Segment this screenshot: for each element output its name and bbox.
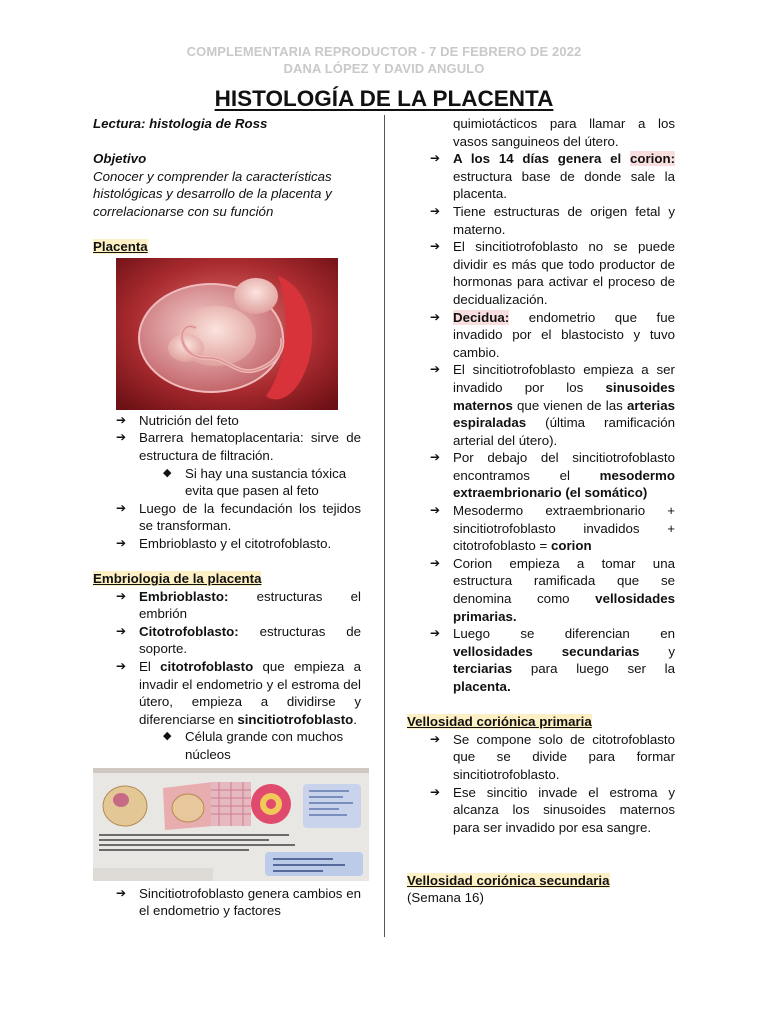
secondary-villus-heading: Vellosidad coriónica secundaria: [407, 872, 610, 888]
arrow-icon: ➔: [116, 500, 127, 515]
page-title: HISTOLOGÍA DE LA PLACENTA: [214, 86, 554, 111]
list-item: ➔ Luego se diferencian en vellosidades secundarias y terciarias para luego ser la placenta.: [430, 626, 675, 694]
list-item: ➔ Mesodermo extraembrionario + sincitiotrofoblasto invadidos + citotrofoblasto = corion: [430, 503, 675, 554]
arrow-icon: ➔: [116, 535, 127, 550]
list-item: ◆ Célula grande con muchos núcleos: [163, 729, 344, 763]
arrow-icon: ➔: [430, 626, 441, 641]
right-column: [407, 115, 675, 907]
list-item: ➔ Tiene estructuras de origen fetal y materno.: [430, 203, 675, 237]
diamond-icon: ◆: [163, 466, 172, 479]
arrow-icon: ➔: [430, 239, 441, 254]
header-authors-line: DANA LÓPEZ Y DAVID ANGULO: [283, 60, 485, 76]
list-item: ➔ El sincitiotrofoblasto empieza a ser invadido por los sinusoides maternos que vienen de las arterias espiraladas (última ramificación arterial del útero).: [430, 362, 675, 448]
list-item: ➔ Corion empieza a tomar una estructura ramificada que se denomina como vellosidades primarias.: [430, 555, 675, 624]
arrow-icon: ➔: [430, 555, 441, 570]
arrow-icon: ➔: [116, 412, 127, 427]
placenta-list: [93, 412, 361, 553]
objective-text: Conocer y comprender la características histológicas y desarrollo de la placenta y correlacionarse con su función: [93, 168, 332, 219]
arrow-icon: ➔: [430, 450, 441, 465]
list-item: ◆ Si hay una sustancia tóxica evita que pasen al feto: [163, 465, 347, 499]
list-item: ➔ Nutrición del feto: [116, 412, 239, 428]
list-item: ➔ Citotrofoblasto: estructuras de soporte.: [116, 623, 361, 657]
objective-label: Objetivo: [93, 151, 147, 167]
arrow-icon: ➔: [116, 430, 127, 445]
list-item: ➔ Embrioblasto: estructuras el embrión: [116, 588, 361, 622]
primary-villus-heading: Vellosidad coriónica primaria: [407, 714, 592, 730]
header-course-line: COMPLEMENTARIA REPRODUCTOR - 7 DE FEBRERO DE 2022: [186, 44, 582, 59]
list-item: ➔ A los 14 días genera el corion: estructura base de donde sale la placenta.: [430, 151, 675, 202]
embryology-list-right: [407, 115, 675, 696]
diamond-icon: ◆: [163, 730, 172, 743]
embryology-list-continued: [93, 885, 361, 920]
placenta-heading: Placenta: [93, 239, 148, 255]
list-item: ➔ El sincitiotrofoblasto no se puede dividir es más que todo productor de hormonas para activar el proceso de decidualización.: [430, 239, 675, 307]
reading-reference: Lectura: histologia de Ross: [93, 116, 268, 131]
arrow-icon: ➔: [430, 362, 441, 377]
arrow-icon: ➔: [430, 731, 441, 746]
histology-diagram-image: [93, 768, 369, 881]
arrow-icon: ➔: [430, 309, 441, 324]
arrow-icon: ➔: [116, 885, 127, 900]
primary-villus-list: [407, 731, 675, 837]
arrow-icon: ➔: [430, 203, 441, 218]
document-header: [0, 44, 768, 77]
list-item: ➔ Se compone solo de citotrofoblasto que se divide para formar sincitiotrofoblasto.: [430, 731, 675, 782]
embryology-list: [93, 588, 361, 764]
fetus-placenta-image: [116, 258, 338, 410]
arrow-icon: ➔: [430, 503, 441, 518]
embryology-heading: Embriologia de la placenta: [93, 571, 262, 587]
arrow-icon: ➔: [430, 151, 441, 166]
list-item: ➔ Decidua: endometrio que fue invadido por el blastocisto y tuvo cambio.: [430, 309, 675, 360]
arrow-icon: ➔: [116, 588, 127, 603]
list-item: ➔ El citotrofoblasto que empieza a invadir el endometrio y el estroma del útero, empieza a dividirse y diferenciarse en sincitiotrofoblasto.: [116, 659, 361, 727]
list-item-continuation: quimiotácticos para llamar a los vasos sanguineos del útero.: [453, 116, 675, 149]
left-column: [93, 115, 361, 920]
arrow-icon: ➔: [430, 784, 441, 799]
list-item: ➔ Luego de la fecundación los tejidos se transforman.: [116, 500, 361, 534]
secondary-villus-week: (Semana 16): [407, 890, 484, 906]
list-item: ➔ Sincitiotrofoblasto genera cambios en el endometrio y factores: [116, 885, 361, 919]
list-item: ➔ Barrera hematoplacentaria: sirve de estructura de filtración.: [116, 430, 361, 463]
list-item: ➔ Ese sincitio invade el estroma y alcanza los sinusoides maternos para ser invadido por esa sangre.: [430, 784, 675, 835]
arrow-icon: ➔: [116, 623, 127, 638]
arrow-icon: ➔: [116, 659, 127, 674]
column-divider: [384, 115, 385, 937]
list-item: ➔ Embrioblasto y el citotrofoblasto.: [116, 535, 332, 551]
list-item: ➔ Por debajo del sincitiotrofoblasto encontramos el mesodermo extraembrionario (el somático): [430, 450, 675, 501]
